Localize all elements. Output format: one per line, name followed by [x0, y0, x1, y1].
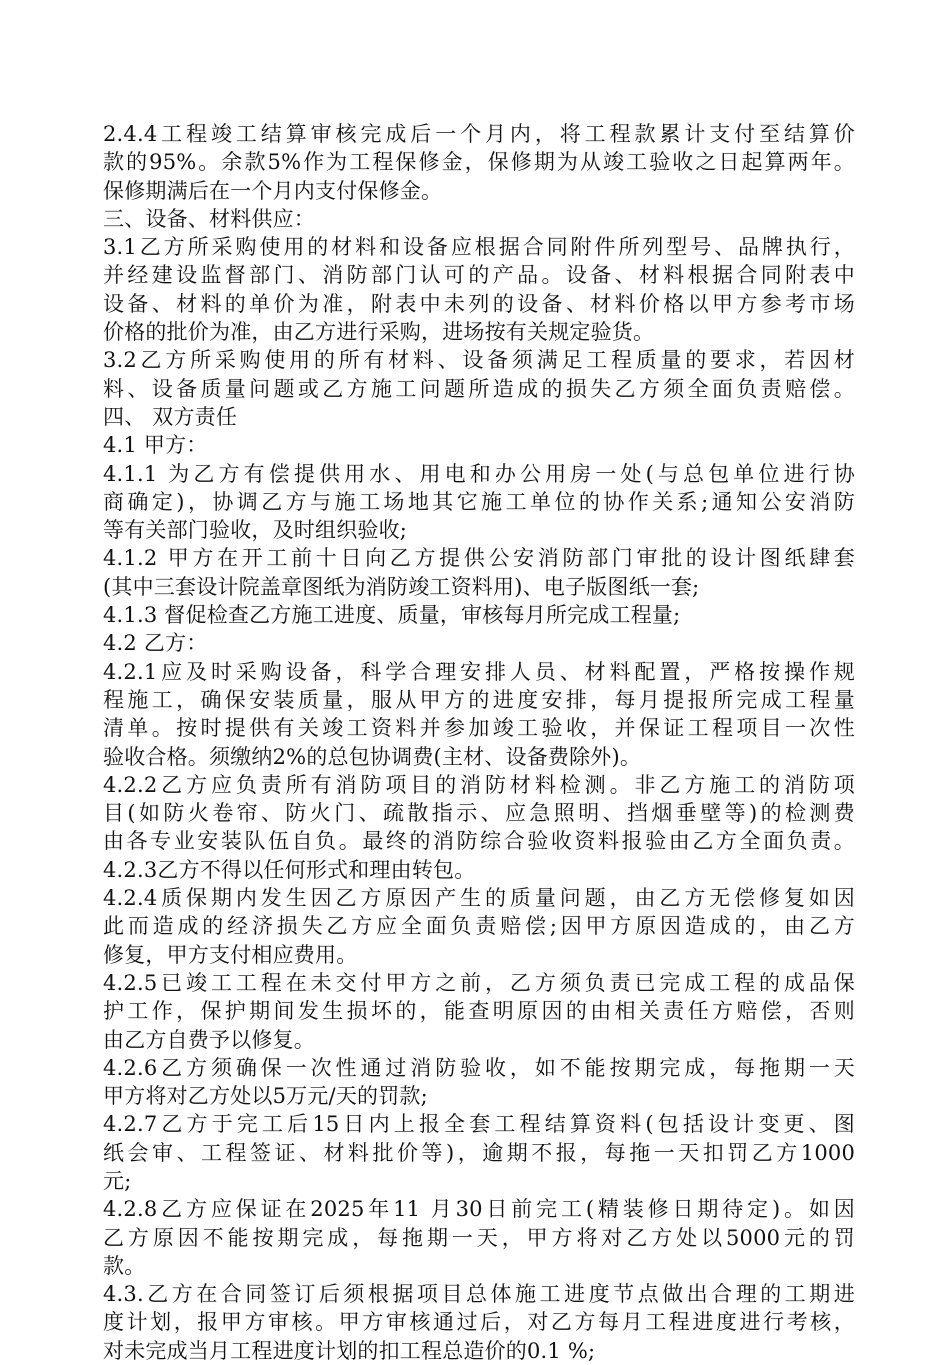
- text-line: 元;: [103, 1168, 132, 1193]
- text-line: 4.2.3乙方不得以任何形式和理由转包。: [103, 857, 476, 882]
- text-line: (其中三套设计院盖章图纸为消防竣工资料用)、电子版图纸一套;: [103, 574, 700, 599]
- text-line: 由乙方自费予以修复。: [103, 1027, 315, 1052]
- text-line: 三、设备、材料供应：: [103, 206, 315, 231]
- text-line: 4.1.1 为乙方有偿提供用水、用电和办公用房一处(与总包单位进行协: [103, 461, 855, 486]
- text-line: 4.3.乙方在合同签订后须根据项目总体施工进度节点做出合理的工期进: [103, 1282, 855, 1307]
- text-line: 清单。按时提供有关竣工资料并参加竣工验收，并保证工程项目一次性: [103, 716, 855, 741]
- text-line: 修复，甲方支付相应费用。: [103, 942, 358, 967]
- text-line: 4.2.6乙方须确保一次性通过消防验收，如不能按期完成，每拖期一天: [103, 1055, 855, 1080]
- text-line: 并经建设监督部门、消防部门认可的产品。设备、材料根据合同附表中: [103, 263, 855, 288]
- text-line: 款的95%。余款5%作为工程保修金，保修期为从竣工验收之日起算两年。: [103, 150, 855, 175]
- text-line: 四、 双方责任: [103, 404, 238, 429]
- text-line: 由各专业安装队伍自负。最终的消防综合验收资料报验由乙方全面负责。: [103, 829, 855, 854]
- text-line: 4.1 甲方：: [103, 433, 208, 458]
- text-line: 纸会审、工程签证、材料批价等)，逾期不报，每拖一天扣罚乙方1000: [103, 1140, 855, 1165]
- text-line: 3.1乙方所采购使用的材料和设备应根据合同附件所列型号、品牌执行，: [103, 235, 855, 260]
- text-line: 甲方将对乙方处以5万元/天的罚款;: [103, 1084, 428, 1109]
- text-line: 设备、材料的单价为准，附表中未列的设备、材料价格以甲方参考市场: [103, 291, 855, 316]
- text-line: 4.2.8乙方应保证在2025年11 月30日前完工(精装修日期待定)。如因: [103, 1197, 855, 1222]
- text-line: 4.1.2 甲方在开工前十日向乙方提供公安消防部门审批的设计图纸肆套: [103, 546, 855, 571]
- text-line: 价格的批价为准，由乙方进行采购，进场按有关规定验货。: [103, 320, 655, 345]
- text-line: 此而造成的经济损失乙方应全面负责赔偿;因甲方原因造成的，由乙方: [103, 914, 855, 939]
- text-line: 验收合格。须缴纳2%的总包协调费(主材、设备费除外)。: [103, 744, 642, 769]
- text-line: 4.2 乙方：: [103, 631, 208, 656]
- text-line: 2.4.4工程竣工结算审核完成后一个月内，将工程款累计支付至结算价: [103, 122, 855, 146]
- text-line: 对未完成当月工程进度计划的扣工程总造价的0.1 %;: [103, 1338, 596, 1363]
- text-line: 程施工，确保安装质量，服从甲方的进度安排，每月提报所完成工程量: [103, 687, 855, 712]
- text-line: 4.1.3 督促检查乙方施工进度、质量，审核每月所完成工程量;: [103, 603, 681, 628]
- text-line: 商确定)，协调乙方与施工场地其它施工单位的协作关系;通知公安消防: [103, 489, 855, 514]
- text-line: 乙方原因不能按期完成，每拖期一天，甲方将对乙方处以5000元的罚: [103, 1225, 855, 1250]
- text-line: 4.2.2乙方应负责所有消防项目的消防材料检测。非乙方施工的消防项: [103, 772, 855, 797]
- text-line: 4.2.1应及时采购设备，科学合理安排人员、材料配置，严格按操作规: [103, 659, 855, 684]
- text-line: 护工作，保护期间发生损坏的，能查明原因的由相关责任方赔偿，否则: [103, 999, 855, 1024]
- text-line: 4.2.5已竣工工程在未交付甲方之前，乙方须负责已完成工程的成品保: [103, 970, 855, 995]
- text-line: 3.2乙方所采购使用的所有材料、设备须满足工程质量的要求，若因材: [103, 348, 855, 373]
- text-line: 保修期满后在一个月内支付保修金。: [103, 178, 443, 203]
- text-line: 目(如防火卷帘、防火门、疏散指示、应急照明、挡烟垂壁等)的检测费: [103, 801, 855, 826]
- text-line: 款。: [103, 1253, 146, 1278]
- text-line: 等有关部门验收，及时组织验收;: [103, 518, 408, 543]
- document-body: [103, 120, 855, 1365]
- text-line: 4.2.7乙方于完工后15日内上报全套工程结算资料(包括设计变更、图: [103, 1112, 855, 1137]
- text-line: 料、设备质量问题或乙方施工问题所造成的损失乙方须全面负责赔偿。: [103, 376, 855, 401]
- text-line: 4.2.4质保期内发生因乙方原因产生的质量问题，由乙方无偿修复如因: [103, 886, 855, 911]
- text-line: 度计划，报甲方审核。甲方审核通过后，对乙方每月工程进度进行考核，: [103, 1310, 855, 1335]
